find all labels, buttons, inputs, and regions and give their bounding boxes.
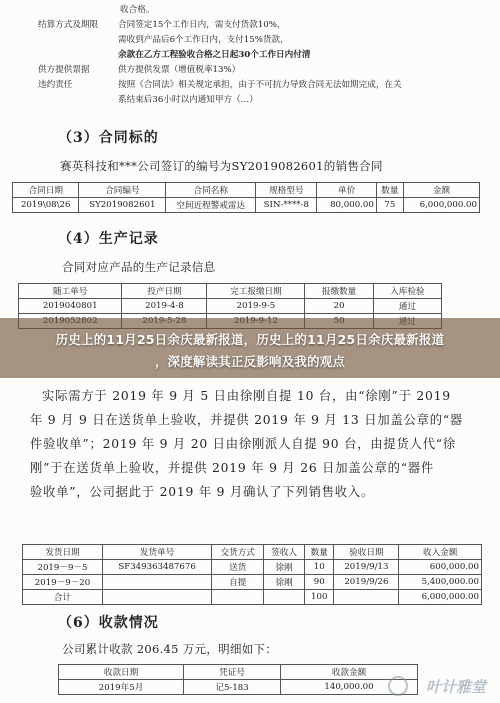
contract-description: 赛英科技和***公司签订的编号为SY2019082601的销售合同 xyxy=(60,159,383,173)
table-header-row: 发货日期 发货单号 交货方式 签收人 数量 验收日期 收入金额 xyxy=(23,545,482,560)
contract-table xyxy=(12,182,480,213)
table-row: 2019\08\26 SY2019082601 空间近程警戒雷达 SIN-****-8 80,000.00 75 6,000,000.00 xyxy=(13,198,480,213)
revenue-recognition-paragraph: 实际需方于 2019 年 9 月 5 日由徐刚自提 10 台，由“徐刚”于 2019 年 9 月 9 日在送货单上验收，并提供 2019 年 9 月 13 日加盖公章的“器 件验收单”；2019 年 9 月 20 日由徐刚派人自提 90 台，由提货人代“徐 刚”于在送货单上验收，并提供 2019 年 9 月 26 日加盖公章的“器件 验收单”，公司据此于 2019 年 9 月确认了下列销售收入。 xyxy=(30,389,464,499)
collection-description: 公司累计收款 206.45 万元，明细如下： xyxy=(62,642,278,656)
table-row: 2019－9－5 SF349363487676 送货 徐刚 10 2019/9/13 600,000.00 xyxy=(23,560,482,575)
watermark: 叶计雅堂 xyxy=(425,678,486,696)
table-row: 2019040801 2019-4-8 2019-9-5 20 通过 xyxy=(19,299,442,314)
production-description: 合同对应产品的生产记录信息 xyxy=(62,260,216,274)
headline-line-2: ，深度解读其正反影响及我的观点 xyxy=(154,354,346,369)
term-row: 需收到产品后6个工作日内，支付15%货款， xyxy=(118,35,289,45)
table-total-row: 合计 100 6,000,000.00 xyxy=(23,590,482,605)
collection-table xyxy=(58,664,418,695)
headline-line-1: 历史上的11月25日余庆最新报道，历史上的11月25日余庆最新报道 xyxy=(55,332,445,347)
section-title-contract-subject: （3）合同标的 xyxy=(58,130,159,146)
table-row: 2019年5月 记5-183 140,000.00 xyxy=(59,680,418,695)
term-row: 余款在乙方工程验收合格之日起30个工作日内付清 xyxy=(118,50,311,60)
shipment-table xyxy=(22,544,482,605)
term-row: 结算方式及期限 合同签定15个工作日内，需支付货款10%， xyxy=(38,20,286,30)
table-header-row: 合同日期 合同编号 合同名称 规格型号 单价 数量 金额 xyxy=(13,183,480,198)
term-row: 供方提供票据 供方提供发票（增值税率13%） xyxy=(38,65,241,75)
contract-terms xyxy=(38,0,478,108)
table-header-row: 随工单号 投产日期 完工报缴日期 报缴数量 入库检验 xyxy=(19,284,442,299)
watermark-logo-icon xyxy=(388,676,408,696)
term-row: 违约责任 按照《合同法》相关规定承担，由于不可抗力导致合同无法如期完成，在关 xyxy=(38,80,402,90)
section-title-collection: （6）收款情况 xyxy=(58,615,159,631)
term-row: 收合格。 xyxy=(120,5,155,15)
section-title-production-record: （4）生产记录 xyxy=(58,231,159,247)
term-row: 系结束后36小时以内通知甲方（…） xyxy=(118,95,258,105)
table-row: 2019－9－20 自提 徐刚 90 2019/9/26 5,400,000.00 xyxy=(23,575,482,590)
table-header-row: 收款日期 凭证号 收款金额 xyxy=(59,665,418,680)
